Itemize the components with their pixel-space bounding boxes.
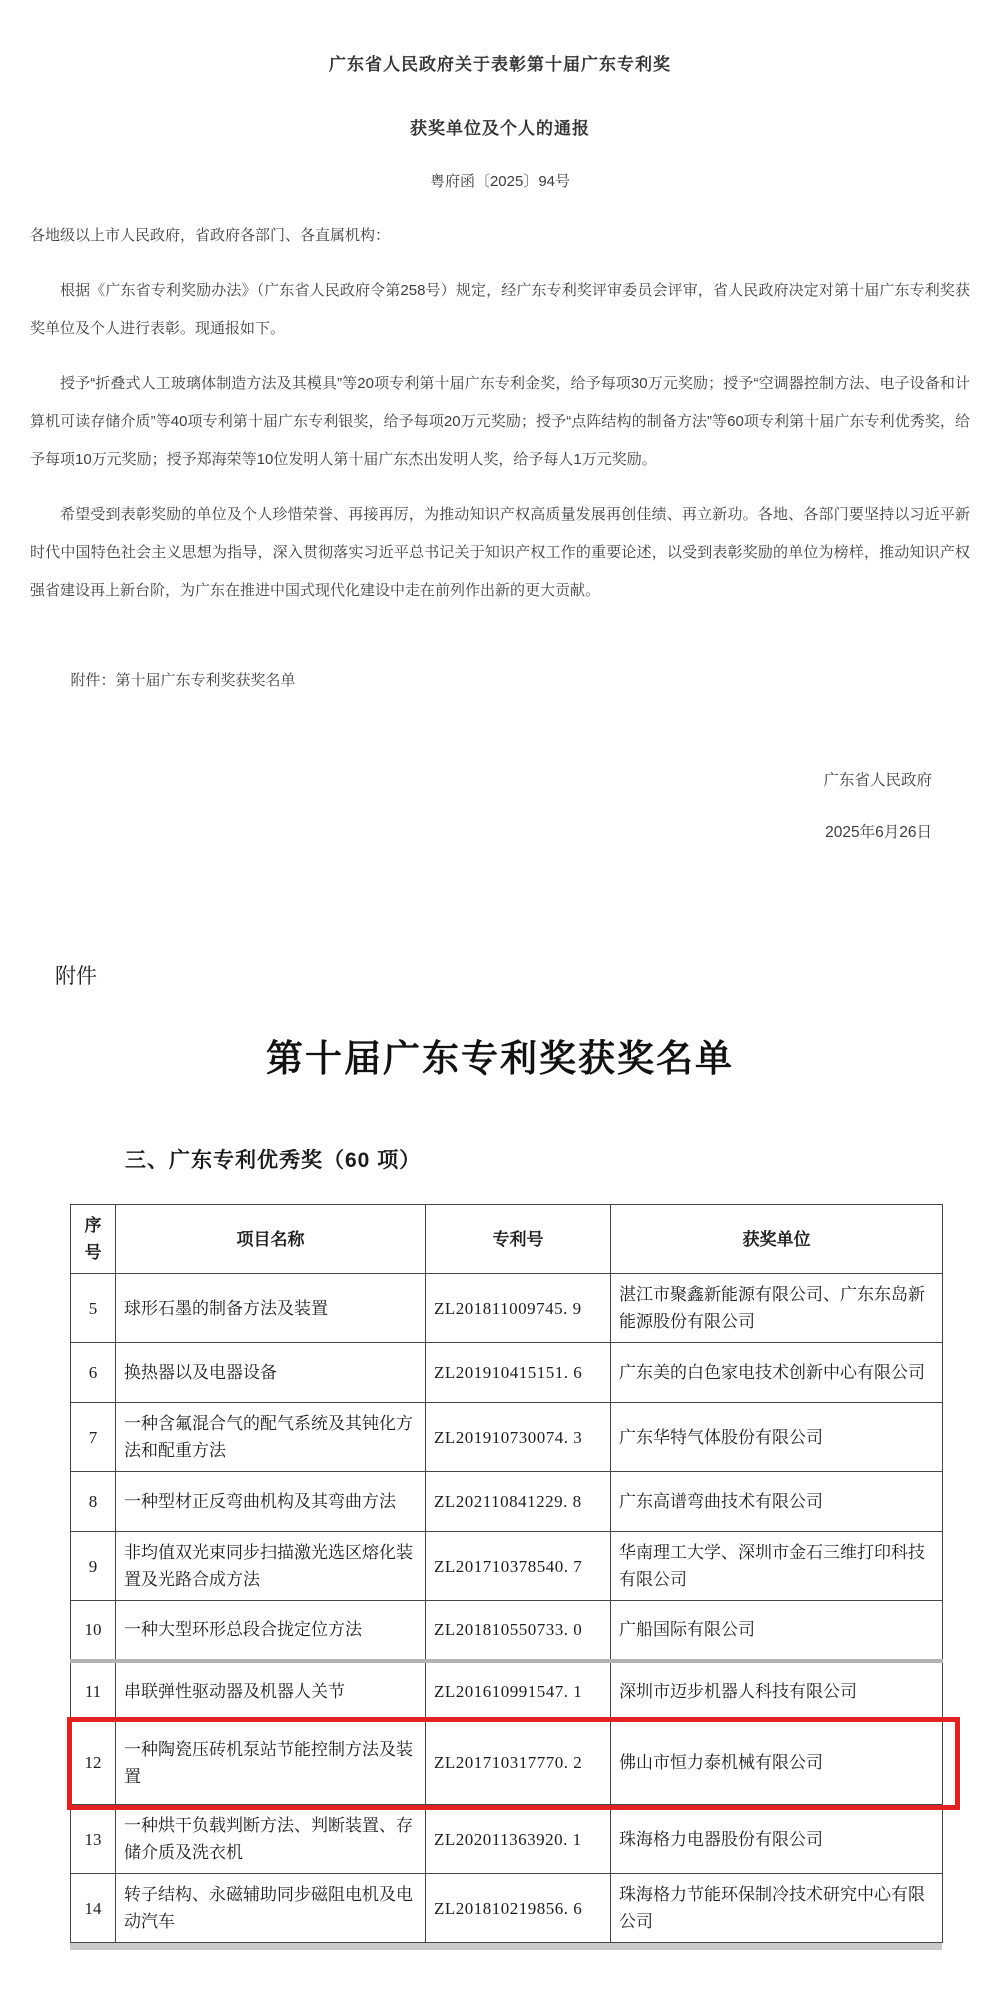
awards-table: [70, 1204, 943, 1943]
cell-org: 广船国际有限公司: [611, 1601, 943, 1661]
table-row: [71, 1274, 943, 1343]
table-row: [71, 1661, 943, 1721]
cell-project: 换热器以及电器设备: [116, 1343, 426, 1403]
document-number: 粤府函〔2025〕94号: [429, 173, 571, 190]
body-paragraph-1: 根据《广东省专利奖励办法》（广东省人民政府令第258号）规定，经广东专利奖评审委员会评审，省人民政府决定对第十届广东专利奖获奖单位及个人进行表彰。现通报如下。: [30, 282, 970, 337]
cell-org: 珠海格力电器股份有限公司: [611, 1805, 943, 1874]
table-row: [71, 1532, 943, 1601]
cell-org: 珠海格力节能环保制冷技术研究中心有限公司: [611, 1874, 943, 1943]
cell-no: 9: [71, 1532, 116, 1601]
table-row: [71, 1343, 943, 1403]
attachment-note: 附件：第十届广东专利奖获奖名单: [70, 672, 296, 689]
document-body: [30, 217, 970, 852]
column-header-patent: 专利号: [426, 1205, 611, 1274]
cell-org: 华南理工大学、深圳市金石三维打印科技有限公司: [611, 1532, 943, 1601]
cell-org: 深圳市迈步机器人科技有限公司: [611, 1661, 943, 1721]
cell-patent: ZL201710317770. 2: [426, 1721, 611, 1805]
cell-project: 一种含氟混合气的配气系统及其钝化方法和配重方法: [116, 1403, 426, 1472]
cell-project: 一种烘干负载判断方法、判断装置、存储介质及洗衣机: [116, 1805, 426, 1874]
signature-block: [30, 762, 970, 852]
table-row-highlighted: [71, 1721, 943, 1805]
column-header-project: 项目名称: [116, 1205, 426, 1274]
table-row: [71, 1601, 943, 1661]
cell-no: 10: [71, 1601, 116, 1661]
cell-no: 12: [71, 1721, 116, 1805]
cell-org: 广东华特气体股份有限公司: [611, 1403, 943, 1472]
cell-patent: ZL201810219856. 6: [426, 1874, 611, 1943]
cell-org: 湛江市聚鑫新能源有限公司、广东东岛新能源股份有限公司: [611, 1274, 943, 1343]
document-title-line1: 广东省人民政府关于表彰第十届广东专利奖: [329, 55, 671, 74]
body-paragraph-3: 希望受到表彰奖励的单位及个人珍惜荣誉、再接再厉，为推动知识产权高质量发展再创佳绩、再立新功。各地、各部门要坚持以习近平新时代中国特色社会主义思想为指导，深入贯彻落实习近平总书记关于知识产权工作的重要论述，以受到表彰奖励的单位为榜样，推动知识产权强省建设再上新台阶，为广东在推进中国式现代化建设中走在前列作出新的更大贡献。: [30, 506, 970, 599]
cell-org: 广东美的白色家电技术创新中心有限公司: [611, 1343, 943, 1403]
cell-patent: ZL201811009745. 9: [426, 1274, 611, 1343]
sign-date: 2025年6月26日: [825, 824, 932, 841]
column-header-no: 序号: [71, 1205, 116, 1274]
signer-name: 广东省人民政府: [823, 772, 932, 789]
column-header-org: 获奖单位: [611, 1205, 943, 1274]
cell-patent: ZL201710378540. 7: [426, 1532, 611, 1601]
table-header-row: [71, 1205, 943, 1274]
table-row: [71, 1805, 943, 1874]
cell-no: 7: [71, 1403, 116, 1472]
section-heading-excellence-award: 三、广东专利优秀奖（60 项）: [125, 1149, 422, 1172]
cell-project: 一种型材正反弯曲机构及其弯曲方法: [116, 1472, 426, 1532]
cell-org: 佛山市恒力泰机械有限公司: [611, 1721, 943, 1805]
cell-project: 非均值双光束同步扫描激光选区熔化装置及光路合成方法: [116, 1532, 426, 1601]
awards-table-wrap: [70, 1204, 942, 1943]
cell-no: 8: [71, 1472, 116, 1532]
cell-project: 一种大型环形总段合拢定位方法: [116, 1601, 426, 1661]
cell-patent: ZL201610991547. 1: [426, 1661, 611, 1721]
cell-no: 13: [71, 1805, 116, 1874]
attachment-label: 附件: [55, 965, 97, 988]
salutation-line: 各地级以上市人民政府，省政府各部门、各直属机构：: [30, 227, 391, 244]
table-cut-off-next-row: [70, 1943, 942, 1950]
document-title-line2: 获奖单位及个人的通报: [410, 119, 590, 138]
document-header: [0, 0, 1000, 191]
body-paragraph-2: 授予“折叠式人工玻璃体制造方法及其模具”等20项专利第十届广东专利金奖，给予每项30万元奖励；授予“空调器控制方法、电子设备和计算机可读存储介质”等40项专利第十届广东专利银奖，给予每项20万元奖励；授予“点阵结构的制备方法”等60项专利第十届广东专利优秀奖，给予每项10万元奖励；授予郑海荣等10位发明人第十届广东杰出发明人奖，给予每人1万元奖励。: [30, 375, 970, 468]
cell-project: 球形石墨的制备方法及装置: [116, 1274, 426, 1343]
cell-org: 广东高谱弯曲技术有限公司: [611, 1472, 943, 1532]
table-row: [71, 1874, 943, 1943]
table-row: [71, 1403, 943, 1472]
cell-project: 一种陶瓷压砖机泵站节能控制方法及装置: [116, 1721, 426, 1805]
cell-no: 5: [71, 1274, 116, 1343]
attachment-title: 第十届广东专利奖获奖名单: [266, 1039, 734, 1080]
cell-no: 11: [71, 1661, 116, 1721]
cell-patent: ZL201810550733. 0: [426, 1601, 611, 1661]
cell-patent: ZL201910415151. 6: [426, 1343, 611, 1403]
cell-patent: ZL202110841229. 8: [426, 1472, 611, 1532]
cell-project: 转子结构、永磁辅助同步磁阻电机及电动汽车: [116, 1874, 426, 1943]
cell-patent: ZL201910730074. 3: [426, 1403, 611, 1472]
cell-no: 14: [71, 1874, 116, 1943]
cell-patent: ZL202011363920. 1: [426, 1805, 611, 1874]
cell-no: 6: [71, 1343, 116, 1403]
table-row: [71, 1472, 943, 1532]
cell-project: 串联弹性驱动器及机器人关节: [116, 1661, 426, 1721]
